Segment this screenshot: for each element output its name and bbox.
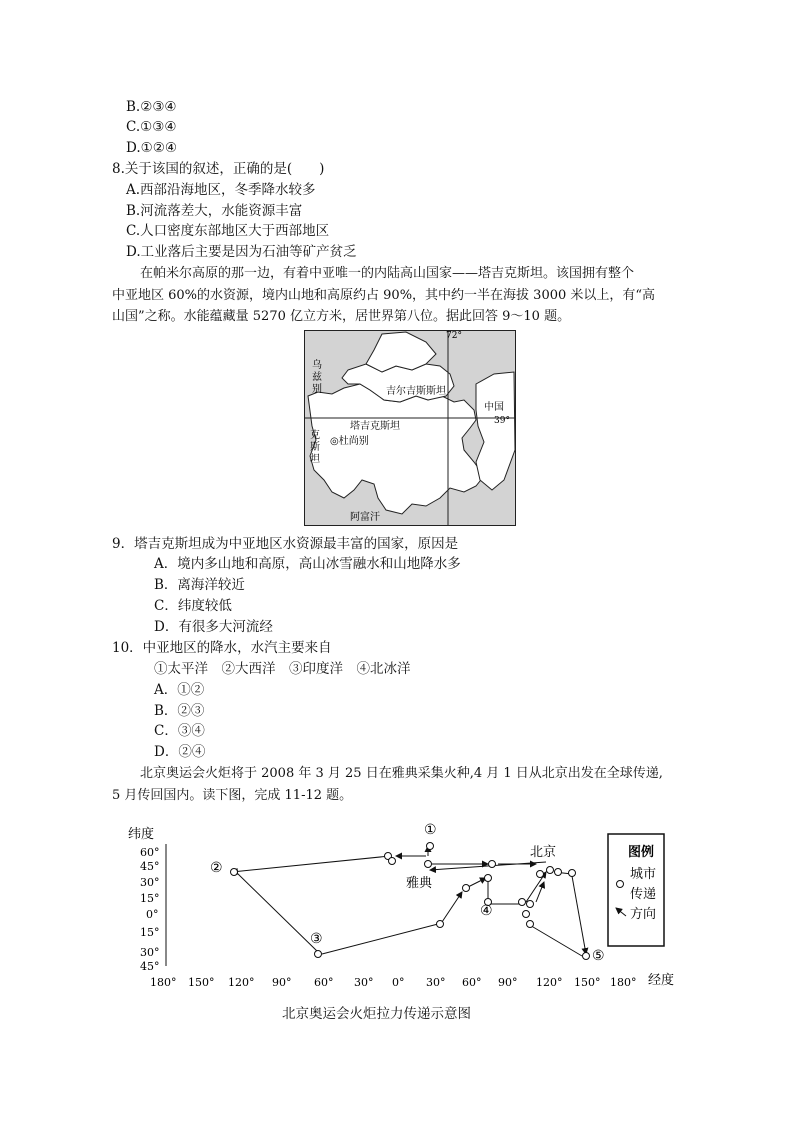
xtick-150e: 150° [574, 976, 601, 989]
xtick-90w: 90° [272, 976, 292, 989]
city-marker [315, 951, 322, 958]
q9-option-b: B．离海洋较近 [154, 577, 245, 593]
x-axis-label: 经度 [648, 973, 675, 988]
q10-stem: 10．中亚地区的降水，水汽主要来自 [112, 640, 332, 656]
city-marker [583, 953, 590, 960]
label-m3: ③ [310, 931, 323, 947]
city-marker [427, 843, 434, 850]
route-segment [322, 924, 438, 954]
torch-relay-figure [126, 816, 675, 992]
q7-option-b: B.②③④ [126, 99, 177, 115]
ytick-15n: 15° [140, 892, 160, 905]
route-segment [232, 856, 390, 872]
label-kaz-3: 坦 [310, 454, 320, 465]
q9-stem: 9．塔吉克斯坦成为中亚地区水资源最丰富的国家，原因是 [112, 536, 459, 552]
q8-option-c: C.人口密度东部地区大于西部地区 [126, 223, 330, 239]
xtick-90e: 90° [498, 976, 518, 989]
lat-label: 39° [494, 416, 510, 426]
ytick-45n: 45° [140, 860, 160, 873]
label-m4: ④ [480, 903, 493, 919]
label-m1: ① [424, 822, 437, 838]
q8-stem: 8.关于该国的叙述，正确的是( ) [112, 161, 325, 177]
xtick-30e: 30° [426, 976, 446, 989]
city-marker [527, 901, 534, 908]
label-uzbek-3: 别 [312, 384, 322, 395]
legend-dir-2: 方向 [630, 907, 657, 922]
city-marker [463, 885, 470, 892]
passage1-line2: 中亚地区 60%的水资源，境内山地和高原约占 90%，其中约一半在海拔 3000 米以上，有“高 [112, 288, 656, 303]
city-marker [547, 867, 554, 874]
label-kyrgyz: 吉尔吉斯斯坦 [386, 386, 446, 397]
city-marker [485, 875, 492, 882]
passage2-line2: 5 月传回国内。读下图，完成 11-12 题。 [112, 788, 353, 803]
city-marker [537, 871, 544, 878]
xtick-120e: 120° [536, 976, 563, 989]
xtick-150w: 150° [188, 976, 215, 989]
city-marker [425, 861, 432, 868]
y-axis-label: 纬度 [128, 827, 155, 842]
label-china: 中国 [484, 402, 504, 413]
ytick-0: 0° [146, 908, 159, 921]
ytick-15s: 15° [140, 926, 160, 939]
xtick-120w: 120° [228, 976, 255, 989]
q8-option-b: B.河流落差大，水能资源丰富 [126, 203, 303, 219]
city-marker [569, 870, 576, 877]
xtick-60e: 60° [462, 976, 482, 989]
passage1-line3: 山国”之称。水能蕴藏量 5270 亿立方米，居世界第八位。据此回答 9～10 题。 [112, 309, 571, 324]
xtick-0: 0° [392, 976, 405, 989]
q8-option-d: D.工业落后主要是因为石油等矿产贫乏 [126, 244, 357, 260]
ytick-30n: 30° [140, 876, 160, 889]
label-beijing: 北京 [530, 845, 557, 860]
q10-option-a: A．①② [154, 682, 205, 698]
q9-option-a: A．境内多山地和高原，高山冰雪融水和山地降水多 [154, 556, 461, 572]
city-marker [437, 921, 444, 928]
q9-option-d: D．有很多大河流经 [154, 619, 273, 635]
label-tajik: 塔吉克斯坦 [350, 421, 400, 432]
q10-option-b: B．②③ [154, 703, 205, 719]
legend-city-icon [617, 881, 624, 888]
label-m2: ② [210, 860, 223, 876]
xtick-180w: 180° [150, 976, 177, 989]
route-segment [430, 862, 546, 870]
city-marker [523, 911, 530, 918]
label-capital: ◎杜尚别 [330, 436, 369, 447]
label-m5: ⑤ [592, 948, 605, 964]
city-marker [489, 861, 496, 868]
q10-choices: ①太平洋 ②大西洋 ③印度洋 ④北冰洋 [154, 661, 411, 677]
label-athens: 雅典 [406, 876, 433, 891]
lon-label: 72° [446, 331, 462, 341]
passage2-line1: 北京奥运会火炬将于 2008 年 3 月 25 日在雅典采集火种,4 月 1 日从北京出发在全球传递, [140, 766, 663, 781]
xtick-60w: 60° [314, 976, 334, 989]
route-segment [572, 876, 586, 954]
legend-dir-1: 传递 [630, 887, 657, 902]
label-kaz-2: 斯 [310, 442, 320, 453]
q10-option-c: C．③④ [154, 723, 205, 739]
ytick-30s: 30° [140, 946, 160, 959]
label-uzbek-2: 兹 [312, 372, 322, 383]
ytick-45s: 45° [140, 960, 160, 973]
legend-city: 城市 [630, 867, 657, 882]
q7-option-c: C.①③④ [126, 119, 177, 135]
route-segment [236, 872, 318, 952]
label-uzbek-1: 乌 [312, 360, 322, 371]
route-segment [528, 924, 582, 956]
tajikistan-map [304, 330, 516, 526]
city-marker [527, 921, 534, 928]
xtick-30w: 30° [354, 976, 374, 989]
route-segment [442, 892, 462, 922]
city-marker [389, 858, 396, 865]
q9-option-c: C．纬度较低 [154, 598, 232, 614]
figure-caption: 北京奥运会火炬拉力传递示意图 [282, 1006, 471, 1022]
city-marker [555, 869, 562, 876]
q10-option-d: D．②④ [154, 744, 206, 760]
passage1-line1: 在帕米尔高原的那一边，有着中亚唯一的内陆高山国家——塔吉克斯坦。该国拥有整个 [140, 266, 635, 281]
legend-title: 图例 [628, 845, 655, 860]
ytick-60n: 60° [140, 846, 160, 859]
label-kaz-1: 克 [310, 430, 320, 441]
q8-option-a: A.西部沿海地区，冬季降水较多 [126, 182, 316, 198]
q7-option-d: D.①②④ [126, 140, 177, 156]
label-afghan: 阿富汗 [350, 512, 380, 523]
city-marker [231, 869, 238, 876]
city-marker [519, 899, 526, 906]
xtick-180e: 180° [610, 976, 637, 989]
